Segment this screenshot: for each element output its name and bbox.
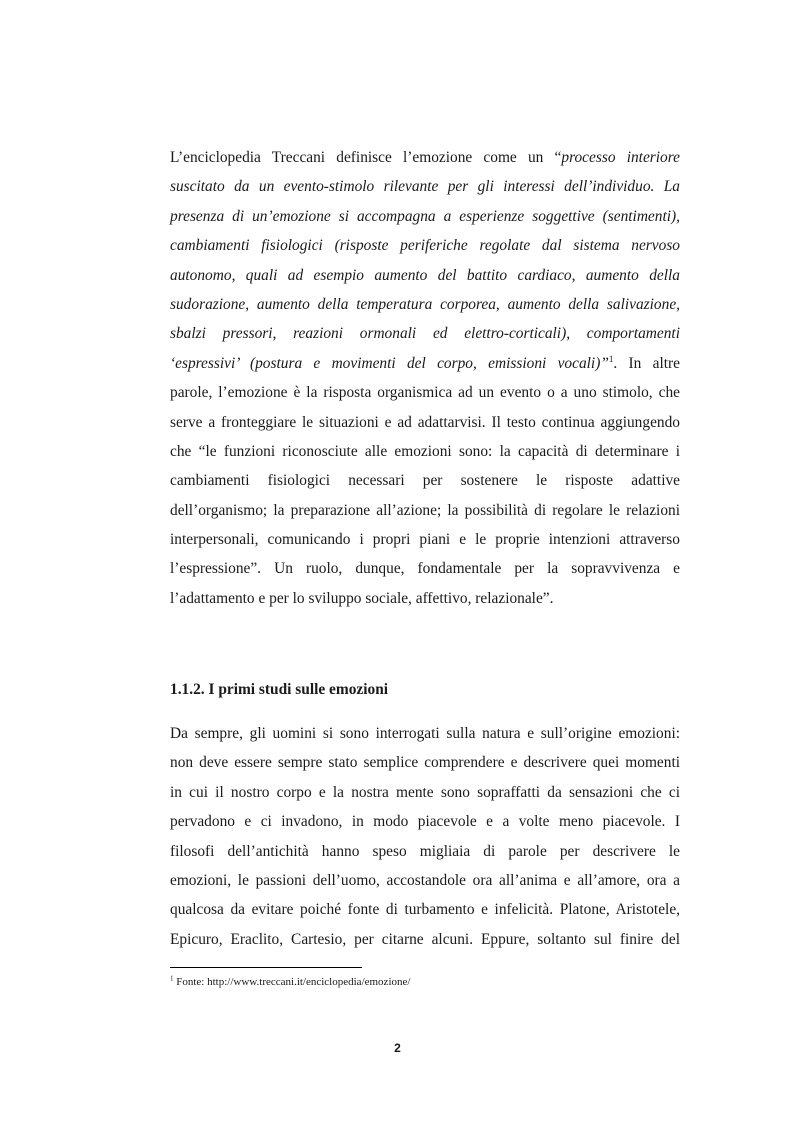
text-line: presenza di un’emozione si accompagna a esperienze soggettive (sentimenti), — [170, 207, 680, 225]
text-line: l’espressione”. Un ruolo, dunque, fondamentale per la sopravvivenza e — [170, 560, 680, 578]
text-line: l’adattamento e per lo sviluppo sociale, affettivo, relazionale”. — [170, 589, 554, 607]
section-heading: 1.1.2. I primi studi sulle emozioni — [170, 681, 389, 698]
text-line: interpersonali, comunicando i propri piani e le proprie intenzioni attraverso — [170, 531, 680, 549]
footnote-separator — [170, 967, 362, 968]
text-line: sudorazione, aumento della temperatura corporea, aumento della salivazione, — [170, 295, 680, 313]
text-line: qualcosa da evitare poiché fonte di turbamento e infelicità. Platone, Aristotele, — [170, 901, 680, 919]
text-line: Da sempre, gli uomini si sono interrogati sulla natura e sull’origine emozioni: — [170, 725, 680, 742]
text-line: in cui il nostro corpo e la nostra mente sono sopraffatti da sensazioni che ci — [170, 783, 680, 801]
text-line: suscitato da un evento-stimolo rilevante per gli interessi dell’individuo. La — [170, 178, 680, 196]
text-line: parole, l’emozione è la risposta organismica ad un evento o a uno stimolo, che — [170, 384, 680, 402]
footnote-marker: 1 — [170, 974, 174, 983]
footnote — [170, 974, 410, 990]
text-line: cambiamenti fisiologici necessari per sostenere le risposte adattive — [170, 472, 680, 490]
paragraph-first-studies — [170, 719, 680, 954]
text-line: Epicuro, Eraclito, Cartesio, per citarne alcuni. Eppure, soltanto sul finire del — [170, 930, 680, 948]
text-line: ‘espressivi’ (postura e movimenti del corpo, emissioni vocali)”$^1$. In altre — [170, 353, 681, 372]
text-line: dell’organismo; la preparazione all’azione; la possibilità di regolare le relazioni — [170, 501, 680, 519]
paragraph-emotion-definition — [170, 143, 680, 613]
text-line: L’enciclopedia Treccani definisce l’emozione come un “processo interiore — [170, 149, 681, 166]
text-line: serve a fronteggiare le situazioni e ad adattarvisi. Il testo continua aggiungendo — [170, 413, 680, 431]
page-number: 2 — [394, 1041, 401, 1055]
text-line: sbalzi pressori, reazioni ormonali ed elettro-corticali), comportamenti — [170, 325, 680, 343]
text-line: pervadono e ci invadono, in modo piacevole e a volte meno piacevole. I — [170, 813, 680, 831]
text-line: non deve essere sempre stato semplice comprendere e descrivere quei momenti — [170, 754, 680, 772]
text-line: autonomo, quali ad esempio aumento del battito cardiaco, aumento della — [170, 266, 680, 284]
text-line: che “le funzioni riconosciute alle emozioni sono: la capacità di determinare i — [170, 442, 680, 460]
text-line: cambiamenti fisiologici (risposte periferiche regolate dal sistema nervoso — [170, 237, 680, 255]
text-line: filosofi dell’antichità hanno speso migliaia di parole per descrivere le — [170, 842, 680, 860]
text-line: emozioni, le passioni dell’uomo, accostandole ora all’anima e all’amore, ora a — [170, 871, 680, 889]
footnote-text: Fonte: http://www.treccani.it/enciclopedia/emozione/ — [173, 976, 411, 988]
footnote-reference[interactable]: 1 — [608, 353, 614, 364]
